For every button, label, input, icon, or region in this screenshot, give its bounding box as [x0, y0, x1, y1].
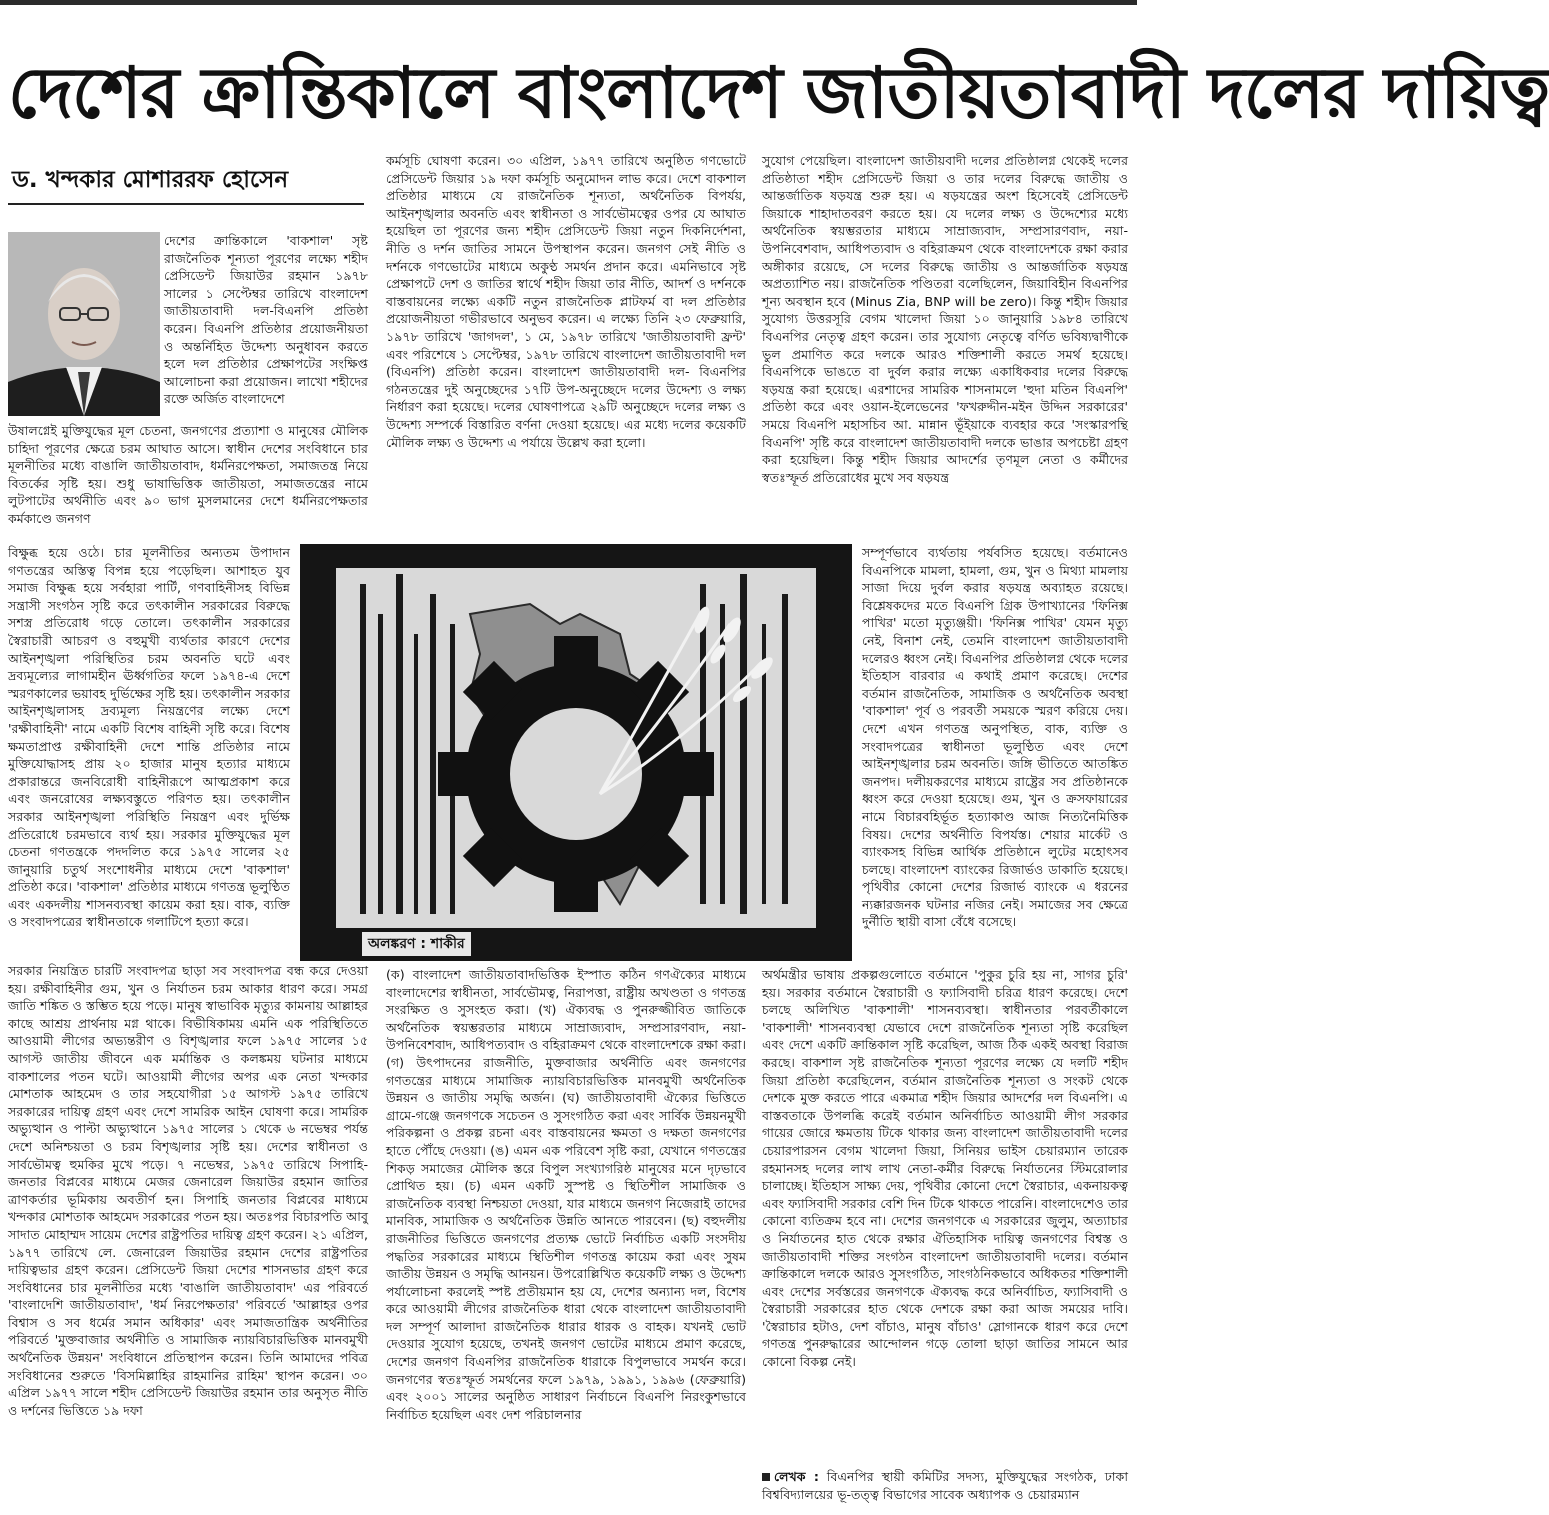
- paragraph: উষালগ্নেই মুক্তিযুদ্ধের মূল চেতনা, জনগণের প্রত্যাশা ও মানুষের মৌলিক চাহিদা পূরণের ক্ষেত্রে চরম আঘাত আসে। স্বাধীন দেশের সংবিধানে চার মূলনীতির মধ্যে বাঙালি জাতীয়তাবাদ, ধর্মনিরপেক্ষতা, সমাজতন্ত্র নিয়ে বিতর্কের সৃষ্টি হয়। শুধু ভাষাভিত্তিক জাতীয়তা, সমাজতন্ত্রের নামে লুটপাটের অর্থনীতি এবং ৯০ ভাগ মুসলমানের দেশে ধর্মনিরপেক্ষতার কর্মকাণ্ডে জনগণ: [8, 423, 368, 526]
- column-3-top: [762, 152, 1128, 540]
- author-photo: [8, 232, 160, 416]
- bullet-square-icon: [762, 1473, 770, 1481]
- column-1-intro: [164, 232, 368, 422]
- author-note-label: লেখক :: [774, 1469, 819, 1484]
- byline-divider: [8, 203, 364, 205]
- column-2-top: [386, 152, 746, 540]
- author-note: [762, 1468, 1128, 1510]
- column-3-beside-illustration: [862, 544, 1128, 962]
- illustration: [300, 544, 852, 961]
- paragraph: দেশের ক্রান্তিকালে 'বাকশাল' সৃষ্ট রাজনৈতিক শূন্যতা পূরণের লক্ষ্যে শহীদ প্রেসিডেন্ট জিয়াউর রহমান ১৯৭৮ সালের ১ সেপ্টেম্বর তারিখে বাংলাদেশ জাতীয়তাবাদী দল-বিএনপি প্রতিষ্ঠা করেন। বিএনপি প্রতিষ্ঠার প্রয়োজনীয়তা ও অন্তর্নিহিত উদ্দেশ্য অনুধাবন করতে হলে দল প্রতিষ্ঠার প্রেক্ষাপটের সংক্ষিপ্ত আলোচনা করা প্রয়োজন। লাখো শহীদের রক্তে অর্জিত বাংলাদেশে: [164, 233, 368, 407]
- headline: দেশের ক্রান্তিকালে বাংলাদেশ জাতীয়তাবাদী দলের দায়িত্ব: [8, 52, 1549, 134]
- column-2-bottom: [386, 966, 746, 1510]
- paragraph: সুযোগ পেয়েছিল। বাংলাদেশ জাতীয়বাদী দলের প্রতিষ্ঠালগ্ন থেকেই দলের প্রতিষ্ঠাতা শহীদ প্রেসিডেন্ট জিয়া ও তার দলের বিরুদ্ধে জাতীয় ও আন্তর্জাতিক ষড়যন্ত্র শুরু হয়। এ ষড়যন্ত্রের অংশ হিসেবেই প্রেসিডেন্ট জিয়াকে শাহাদাতবরণ করতে হয়। যে দলের লক্ষ্য ও উদ্দেশ্যের মধ্যে অর্থনৈতিক স্বয়ম্ভরতার মাধ্যমে সাম্রাজ্যবাদ, সম্প্রসারণবাদ, নয়া-উপনিবেশবাদ, আধিপত্যবাদ ও বহিরাক্রমণ থেকে বাংলাদেশকে রক্ষা করার অঙ্গীকার রয়েছে, সে দলের বিরুদ্ধে জাতীয় ও আন্তর্জাতিক ষড়যন্ত্র অপ্রত্যাশিত নয়। রাজনৈতিক পণ্ডিতরা বলেছিলেন, জিয়াবিহীন বিএনপির শূন্য অবস্থান হবে (Minus Zia, BNP will be zero)। কিন্তু শহীদ জিয়ার সুযোগ্য উত্তরসূরি বেগম খালেদা জিয়া ১০ জানুয়ারি ১৯৮৪ তারিখে বিএনপির নেতৃত্ব গ্রহণ করেন। তার সুযোগ্য নেতৃত্বে বর্ণিত ভবিষ্যদ্বাণীকে ভুল প্রমাণিত করে দলকে আরও শক্তিশালী করতে সমর্থ হয়েছে। বিএনপিকে ভাঙতে বা দুর্বল করার লক্ষ্যে একাধিকবার দলের বিরুদ্ধে ষড়যন্ত্র করা হয়েছে। এরশাদের সামরিক শাসনামলে 'হুদা মতিন বিএনপি' প্রতিষ্ঠা করে এবং ওয়ান-ইলেভেনের 'ফখরুদ্দীন-মইন উদ্দিন সরকারের' সময়ে বিএনপি মহাসচিব আ. মান্নান ভূঁইয়াকে ব্যবহার করে 'সংস্কারপন্থি বিএনপি' সৃষ্টি করে বাংলাদেশ জাতীয়তাবাদী দলকে ভাঙার অপচেষ্টা গ্রহণ করা হয়েছিল। কিন্তু শহীদ জিয়ার আদর্শের তৃণমূল নেতা ও কর্মীদের স্বতঃস্ফূর্ত প্রতিরোধের মুখে সব ষড়যন্ত্র: [762, 153, 1128, 485]
- top-rule: [0, 0, 1137, 5]
- byline: ড. খন্দকার মোশাররফ হোসেন: [12, 167, 289, 193]
- paragraph: সরকার নিয়ন্ত্রিত চারটি সংবাদপত্র ছাড়া সব সংবাদপত্র বন্ধ করে দেওয়া হয়। রক্ষীবাহিনীর গুম, খুন ও নির্যাতন চরম আকার ধারণ করে। সমগ্র জাতি শঙ্কিত ও স্তম্ভিত হয়ে পড়ে। মানুষ স্বাভাবিক মৃত্যুর কামনায় আল্লাহর কাছে আশ্রয় প্রার্থনায় মগ্ন থাকে। বিভীষিকাময় এমনি এক পরিস্থিতিতে আওয়ামী লীগের অভ্যন্তরীণ ও বিশৃঙ্খলার ফলে ১৯৭৫ সালের ১৫ আগস্ট জাতীয় জীবনে এক মর্মান্তিক ও কলঙ্কময় ঘটনার মাধ্যমে বাকশালের পতন ঘটে। আওয়ামী লীগের অপর এক নেতা খন্দকার মোশতাক আহমেদ ও তার সহযোগীরা ১৫ আগস্ট ১৯৭৫ তারিখে সরকারের দায়িত্ব গ্রহণ এবং দেশে সামরিক আইন ঘোষণা করে। সামরিক অভ্যুত্থান ও পাল্টা অভ্যুত্থানে ১৯৭৫ সালের ১ থেকে ৬ নভেম্বর পর্যন্ত দেশে অনিশ্চয়তা ও চরম বিশৃঙ্খলার সৃষ্টি হয়। দেশের স্বাধীনতা ও সার্বভৌমত্ব হুমকির মুখে পড়ে। ৭ নভেম্বর, ১৯৭৫ তারিখে সিপাহি-জনতার বিপ্লবের মাধ্যমে মেজর জেনারেল জিয়াউর রহমান জাতির ত্রাণকর্তার ভূমিকায় অবতীর্ণ হন। সিপাহি জনতার বিপ্লবের মাধ্যমে খন্দকার মোশতাক আহমেদ সরকারের পতন হয়। অতঃপর বিচারপতি আবু সাদাত মোহাম্মদ সায়েম দেশের রাষ্ট্রপতির দায়িত্ব গ্রহণ করেন। ২১ এপ্রিল, ১৯৭৭ তারিখে লে. জেনারেল জিয়াউর রহমান দেশের রাষ্ট্রপতির দায়িত্বভার গ্রহণ করেন। প্রেসিডেন্ট জিয়া দেশের শাসনভার গ্রহণ করে সংবিধানের চার মূলনীতির মধ্যে 'বাঙালি জাতীয়তাবাদ' এর পরিবর্তে 'বাংলাদেশি জাতীয়তাবাদ', 'ধর্ম নিরপেক্ষতার' পরিবর্তে 'আল্লাহর ওপর বিশ্বাস ও সব ধর্মের সমান অধিকার' এবং সমাজতান্ত্রিক অর্থনীতির পরিবর্তে 'মুক্তবাজার অর্থনীতি ও সামাজিক ন্যায়বিচারভিত্তিক মানবমুখী অর্থনৈতিক উন্নয়ন' সংবিধানে প্রতিস্থাপন করেন। তিনি আমাদের পবিত্র সংবিধানের শুরুতে 'বিসমিল্লাহির রাহমানির রাহিম' স্থাপন করেন। ৩০ এপ্রিল ১৯৭৭ সালে শহীদ প্রেসিডেন্ট জিয়াউর রহমান তার অনুসৃত নীতি ও দর্শনের ভিত্তিতে ১৯ দফা: [8, 963, 368, 1418]
- paragraph: বিক্ষুব্ধ হয়ে ওঠে। চার মূলনীতির অন্যতম উপাদান গণতন্ত্রের অস্তিত্ব বিপন্ন হয়ে পড়েছিল। আশাহত যুব সমাজ বিক্ষুব্ধ হয়ে সর্বহারা পার্টি, গণবাহিনীসহ বিভিন্ন সন্ত্রাসী সংগঠন সৃষ্টি করে তৎকালীন সরকারের বিরুদ্ধে সশস্ত্র প্রতিরোধ গড়ে তোলে। তৎকালীন সরকারের স্বৈরাচারী আচরণ ও বহুমুখী ব্যর্থতার কারণে দেশের আইনশৃঙ্খলা পরিস্থিতির চরম অবনতি ঘটে এবং দ্রব্যমূল্যের লাগামহীন ঊর্ধ্বগতির ফলে ১৯৭৪-এ দেশে স্মরণকালের ভয়াবহ দুর্ভিক্ষের সৃষ্টি হয়। তৎকালীন সরকার আইনশৃঙ্খলাসহ দ্রব্যমূল্য নিয়ন্ত্রণের লক্ষ্যে দেশে 'রক্ষীবাহিনী' নামে একটি বিশেষ বাহিনী সৃষ্টি করে। বিশেষ ক্ষমতাপ্রাপ্ত রক্ষীবাহিনী দেশে শান্তি প্রতিষ্ঠার নামে মুক্তিযোদ্ধাসহ প্রায় ২০ হাজার মানুষ হত্যার মাধ্যমে প্রকারান্তরে জনবিরোধী বাহিনীরূপে আত্মপ্রকাশ করে এবং জনরোষের লক্ষ্যবস্তুতে পরিণত হয়। তৎকালীন সরকার আইনশৃঙ্খলা পরিস্থিতি নিয়ন্ত্রণ এবং দুর্ভিক্ষ প্রতিরোধে চরমভাবে ব্যর্থ হয়। সরকার মুক্তিযুদ্ধের মূল চেতনা গণতন্ত্রকে পদদলিত করে ১৯৭৫ সালের ২৫ জানুয়ারি চতুর্থ সংশোধনীর মাধ্যমে দেশে 'বাকশাল' প্রতিষ্ঠা করে। 'বাকশাল' প্রতিষ্ঠার মাধ্যমে গণতন্ত্র ভূলুণ্ঠিত এবং একদলীয় শাসনব্যবস্থা কায়েম করা হয়। বাক, ব্যক্তি ও সংবাদপত্রের স্বাধীনতাকে গলাটিপে হত্যা করে।: [8, 545, 290, 930]
- paragraph: (ক) বাংলাদেশ জাতীয়তাবাদভিত্তিক ইস্পাত কঠিন গণঐক্যের মাধ্যমে বাংলাদেশের স্বাধীনতা, সার্বভৌমত্ব, নিরাপত্তা, রাষ্ট্রীয় অখণ্ডতা ও গণতন্ত্র সংরক্ষিত ও সুসংহত করা। (খ) ঐক্যবদ্ধ ও পুনরুজ্জীবিত জাতিকে অর্থনৈতিক স্বয়ম্ভরতার মাধ্যমে সাম্রাজ্যবাদ, সম্প্রসারণবাদ, নয়া-উপনিবেশবাদ, আধিপত্যবাদ ও বহিরাক্রমণ থেকে বাংলাদেশকে রক্ষা করা। (গ) উৎপাদনের রাজনীতি, মুক্তবাজার অর্থনীতি এবং জনগণের গণতন্ত্রের মাধ্যমে সামাজিক ন্যায়বিচারভিত্তিক মানবমুখী অর্থনৈতিক উন্নয়ন ও জাতীয় সমৃদ্ধি অর্জন। (ঘ) জাতীয়তাবাদী ঐক্যের ভিত্তিতে গ্রামে-গঞ্জে জনগণকে সচেতন ও সুসংগঠিত করা এবং সার্বিক উন্নয়নমুখী পরিকল্পনা ও প্রকল্প রচনা এবং বাস্তবায়নের ক্ষমতা ও দক্ষতা জনগণের হাতে পৌঁছে দেওয়া। (ঙ) এমন এক পরিবেশ সৃষ্টি করা, যেখানে গণতন্ত্রের শিকড় সমাজের মৌলিক স্তরে বিপুল সংখ্যাগরিষ্ঠ মানুষের মনে দৃঢ়ভাবে প্রোথিত হয়। (চ) এমন একটি সুস্পষ্ট ও স্থিতিশীল সামাজিক ও রাজনৈতিক ব্যবস্থা নিশ্চয়তা দেওয়া, যার মাধ্যমে জনগণ নিজেরাই তাদের মানবিক, সামাজিক ও অর্থনৈতিক উন্নতি আনতে পারবেন। (ছ) বহুদলীয় রাজনীতির ভিত্তিতে জনগণের প্রত্যক্ষ ভোটে নির্বাচিত একটি সংসদীয় পদ্ধতির সরকারের মাধ্যমে স্থিতিশীল গণতন্ত্র কায়েম করা এবং সুষম জাতীয় উন্নয়ন ও সমৃদ্ধি আনয়ন। উপরোল্লিখিত কয়েকটি লক্ষ্য ও উদ্দেশ্য পর্যালোচনা করলেই স্পষ্ট প্রতীয়মান হয় যে, দেশের অন্যান্য দল, বিশেষ করে আওয়ামী লীগের রাজনৈতিক ধারা থেকে বাংলাদেশ জাতীয়তাবাদী দল সম্পূর্ণ আলাদা রাজনৈতিক ধারার ধারক ও বাহক। যখনই ভোট দেওয়ার সুযোগ হয়েছে, তখনই জনগণ ভোটের মাধ্যমে প্রমাণ করেছে, দেশের জনগণ বিএনপির রাজনৈতিক ধারাকে বিপুলভাবে সমর্থন করে। জনগণের স্বতঃস্ফূর্ত সমর্থনের ফলে ১৯৭৯, ১৯৯১, ১৯৯৬ (ফেব্রুয়ারি) এবং ২০০১ সালের অনুষ্ঠিত সাধারণ নির্বাচনে বিএনপি নিরংকুশভাবে নির্বাচিত হয়েছিল এবং দেশ পরিচালনার: [386, 967, 746, 1422]
- column-3-bottom: [762, 966, 1128, 1466]
- column-1-continued: [8, 422, 368, 544]
- illustration-credit: অলঙ্করণ : শাকীর: [362, 932, 471, 956]
- paragraph: কর্মসূচি ঘোষণা করেন। ৩০ এপ্রিল, ১৯৭৭ তারিখে অনুষ্ঠিত গণভোটে প্রেসিডেন্ট জিয়ার ১৯ দফা কর্মসূচি অনুমোদন লাভ করে। দেশে বাকশাল প্রতিষ্ঠার মাধ্যমে যে রাজনৈতিক শূন্যতা, অর্থনৈতিক বিপর্যয়, আইনশৃঙ্খলার অবনতি এবং স্বাধীনতা ও সার্বভৌমত্বের ওপর যে আঘাত হয়েছিল তা পূরণের জন্য শহীদ প্রেসিডেন্ট জিয়া নতুন দিকনির্দেশনা, নীতি ও দর্শন জাতির সামনে উপস্থাপন করেন। জনগণ সেই নীতি ও দর্শনকে গণভোটের মাধ্যমে অকুণ্ঠ সমর্থন প্রদান করে। এমনিভাবে সৃষ্ট প্রেক্ষাপটে দেশ ও জাতির স্বার্থে শহীদ জিয়া তার নীতি, আদর্শ ও দর্শনকে বাস্তবায়নের লক্ষ্যে একটি নতুন রাজনৈতিক প্লাটফর্ম বা দল প্রতিষ্ঠার প্রয়োজনীয়তা গভীরভাবে অনুভব করেন। এ লক্ষ্যে তিনি ২৩ ফেব্রুয়ারি, ১৯৭৮ তারিখে 'জাগদল', ১ মে, ১৯৭৮ তারিখে 'জাতীয়তাবাদী ফ্রন্ট' এবং পরিশেষে ১ সেপ্টেম্বর, ১৯৭৮ তারিখে বাংলাদেশ জাতীয়তাবাদী দল (বিএনপি) প্রতিষ্ঠা করেন। বাংলাদেশ জাতীয়তাবাদী দল- বিএনপির গঠনতন্ত্রের দুই অনুচ্ছেদের ১৭টি উপ-অনুচ্ছেদে দলের উদ্দেশ্য ও লক্ষ্য নির্ধারণ করা হয়েছে। দলের ঘোষণাপত্রে ২৯টি অনুচ্ছেদে দলের লক্ষ্য ও উদ্দেশ্য সম্পর্কে বিস্তারিত বর্ণনা দেওয়া হয়েছে। এর মধ্যে দলের কয়েকটি মৌলিক লক্ষ্য ও উদ্দেশ্য এ পর্যায়ে উল্লেখ করা হলো।: [386, 153, 746, 450]
- column-1-beside-illustration: [8, 544, 290, 962]
- illustration-map-gear: [300, 544, 852, 961]
- column-1-bottom: [8, 962, 368, 1510]
- paragraph: সম্পূর্ণভাবে ব্যর্থতায় পর্যবসিত হয়েছে। বর্তমানেও বিএনপিকে মামলা, হামলা, গুম, খুন ও মিথ্যা মামলায় সাজা দিয়ে দুর্বল করার ষড়যন্ত্র অব্যাহত রয়েছে। বিশ্লেষকদের মতে বিএনপি গ্রিক উপাখ্যানের 'ফিনিক্স পাখির' মতো মৃত্যুঞ্জয়ী। 'ফিনিক্স পাখির' যেমন মৃত্যু নেই, বিনাশ নেই, তেমনি বাংলাদেশ জাতীয়তাবাদী দলেরও ধ্বংস নেই। বিএনপির প্রতিষ্ঠালগ্ন থেকে দলের ইতিহাস বারবার এ কথাই প্রমাণ করেছে। দেশের বর্তমান রাজনৈতিক, সামাজিক ও অর্থনৈতিক অবস্থা 'বাকশাল' পূর্ব ও পরবর্তী সময়কে স্মরণ করিয়ে দেয়। দেশে এখন গণতন্ত্র অনুপস্থিত, বাক, ব্যক্তি ও সংবাদপত্রের স্বাধীনতা ভূলুণ্ঠিত এবং দেশে আইনশৃঙ্খলার চরম অবনতি। জঙ্গি ভীতিতে আতঙ্কিত জনপদ। দলীয়করণের মাধ্যমে রাষ্ট্রের সব প্রতিষ্ঠানকে ধ্বংস করে দেওয়া হয়েছে। গুম, খুন ও ক্রসফায়ারের নামে বিচারবহির্ভূত হত্যাকাণ্ড আজ নিত্যনৈমিত্তিক বিষয়। দেশের অর্থনীতি বিপর্যস্ত। শেয়ার মার্কেট ও ব্যাংকসহ বিভিন্ন আর্থিক প্রতিষ্ঠানে লুটের মহোৎসব চলছে। বাংলাদেশ ব্যাংকের রিজার্ভও ডাকাতি হয়েছে। পৃথিবীর কোনো দেশের রিজার্ভ ব্যাংকে এ ধরনের ন্যক্কারজনক ঘটনার নজির নেই। সমাজের সব ক্ষেত্রে দুর্নীতি স্থায়ী বাসা বেঁধে বসেছে।: [862, 545, 1128, 930]
- paragraph: অর্থমন্ত্রীর ভাষায় প্রকল্পগুলোতে বর্তমানে 'পুকুর চুরি হয় না, সাগর চুরি' হয়। সরকার বর্তমানে স্বৈরাচারী ও ফ্যাসিবাদী চরিত্র ধারণ করেছে। দেশে চলছে অলিখিত 'বাকশালী' শাসনব্যবস্থা। স্বাধীনতার পরবর্তীকালে 'বাকশালী' শাসনব্যবস্থা যেভাবে দেশে রাজনৈতিক শূন্যতা সৃষ্টি করেছিল এবং দেশে একটি ক্রান্তিকাল সৃষ্টি করেছিল, আজ ঠিক একই অবস্থা বিরাজ করছে। বাকশাল সৃষ্ট রাজনৈতিক শূন্যতা পূরণের লক্ষ্যে যে দলটি শহীদ জিয়া প্রতিষ্ঠা করেছিলেন, বর্তমান রাজনৈতিক শূন্যতা ও সংকট থেকে দেশকে মুক্ত করতে পারে একমাত্র শহীদ জিয়ার আদর্শের দল বিএনপি। এ বাস্তবতাকে উপলব্ধি করেই বর্তমান অনির্বাচিত আওয়ামী লীগ সরকার গায়ের জোরে ক্ষমতায় টিকে থাকার জন্য বাংলাদেশ জাতীয়তাবাদী দলের চেয়ারপারসন বেগম খালেদা জিয়া, সিনিয়র ভাইস চেয়ারম্যান তারেক রহমানসহ দলের লাখ লাখ নেতা-কর্মীর বিরুদ্ধে নির্যাতনের স্টিমরোলার চালাচ্ছে। ইতিহাস সাক্ষ্য দেয়, পৃথিবীর কোনো দেশে স্বৈরাচার, একনায়কত্ব এবং ফ্যাসিবাদী সরকার বেশি দিন টিকে থাকতে পারেনি। বাংলাদেশেও তার কোনো ব্যতিক্রম হবে না। দেশের জনগণকে এ সরকারের জুলুম, অত্যাচার ও নির্যাতনের হাত থেকে রক্ষার ঐতিহাসিক দায়িত্ব জনগণের বিশ্বস্ত ও জাতীয়তাবাদী শক্তির সংগঠন বাংলাদেশ জাতীয়তাবাদী দলের। বর্তমান ক্রান্তিকালে দলকে আরও সুসংগঠিত, সাংগঠনিকভাবে অধিকতর শক্তিশালী এবং দেশের সর্বস্তরের জনগণকে ঐক্যবদ্ধ করে অনির্বাচিত, ফ্যাসিবাদী ও স্বৈরাচারী সরকারের হাত থেকে দেশকে রক্ষা করা আজ সময়ের দাবি। 'স্বৈরাচার হটাও, দেশ বাঁচাও, মানুষ বাঁচাও' স্লোগানকে ধারণ করে দেশে গণতন্ত্র পুনরুদ্ধারের আন্দোলন গড়ে তোলা ছাড়া জাতির সামনে আর কোনো বিকল্প নেই।: [762, 967, 1128, 1370]
- author-note-text: বিএনপির স্থায়ী কমিটির সদস্য, মুক্তিযুদ্ধের সংগঠক, ঢাকা বিশ্ববিদ্যালয়ের ভূ-তত্ত্ব বিভাগের সাবেক অধ্যাপক ও চেয়ারম্যান: [762, 1469, 1128, 1502]
